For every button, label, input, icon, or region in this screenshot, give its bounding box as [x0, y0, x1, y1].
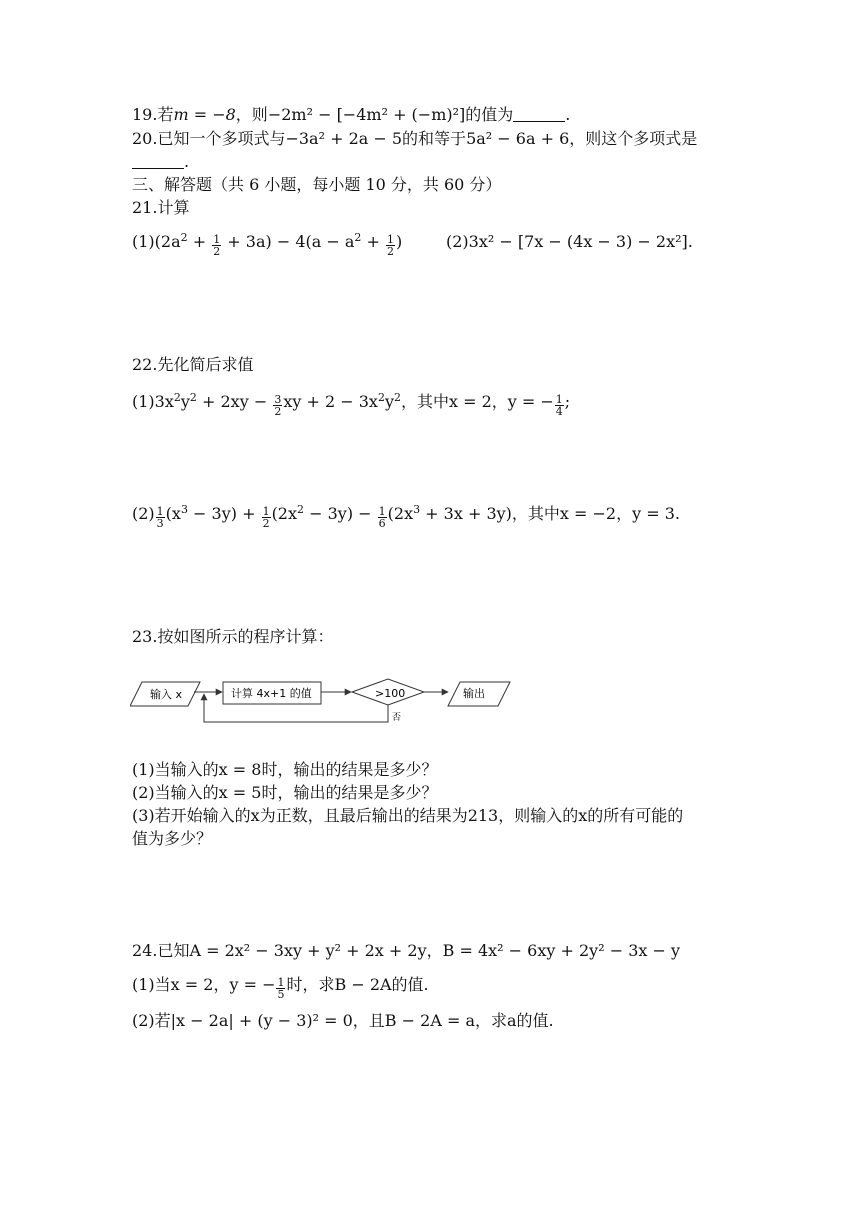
- q23-part-1: (1)当输入的x = 8时，输出的结果是多少？: [132, 760, 438, 779]
- q21-part-1: $(1)(2a^2$ + $\frac{1}{2}$ + $3a) - 4(a - a^2$ + $\frac{1}{2}$ ): [132, 231, 403, 258]
- q22-title: 22.先化简后求值: [132, 355, 254, 374]
- q19-condition: m = −8: [173, 105, 236, 124]
- output-label: 输出: [463, 687, 485, 700]
- q19-expression: −2m² − [−4m² + (−m)²]: [267, 105, 466, 124]
- q21-title: 21.计算: [132, 198, 190, 217]
- q20-lead: 20.已知一个多项式与: [132, 129, 286, 148]
- q23-part-3: (3)若开始输入的x为正数，且最后输出的结果为213，则输入的x的所有可能的: [132, 806, 684, 825]
- answer-blank-20: [132, 152, 184, 169]
- q24-part-2: (2)若|x − 2a| + (y − 3)² = 0，且B − 2A = a，求a的值.: [132, 1011, 554, 1030]
- no-label: 否: [392, 713, 402, 723]
- q24-p1-start: (1)当x = 2，y = −: [132, 975, 276, 994]
- q19-end: .: [565, 105, 571, 124]
- q19-lead: 19.若: [132, 105, 174, 124]
- q22-part-1: $(1)3x^2y^2 + 2xy$ − $\frac{3}{2}$ xy + $2 - 3x^2y^2$，其中x = 2，y = − $\frac{1}{4}$ ;: [132, 391, 571, 418]
- q22-p2-condition: ，其中x = −2，y = 3.: [511, 504, 680, 523]
- q23-title: 23.按如图所示的程序计算：: [132, 627, 334, 646]
- answer-blank-19: [513, 105, 565, 122]
- q20-tail: ，则这个多项式是: [569, 129, 698, 148]
- q23-part-2: (2)当输入的x = 5时，输出的结果是多少？: [132, 783, 438, 802]
- q24-title: 24.已知A = 2x² − 3xy + y² + 2x + 2y，B = 4x² − 6xy + 2y² − 3x − y: [132, 941, 681, 960]
- q22-p1-label: (1): [132, 392, 155, 411]
- q21-p2-expression: 3x² − [7x − (4x − 3) − 2x²].: [468, 232, 693, 251]
- q22-p2-label: (2): [132, 504, 155, 523]
- question-19: [132, 104, 570, 126]
- q21-p1-label: (1): [132, 232, 155, 251]
- q22-part-2: (2) $\frac{1}{3}$ $(x^3 - 3y)$ + $\frac{1}{2}$ $(2x^2 - 3y)$ − $\frac{1}{6}$ $(2x^3 + 3x + 3y)$，其中x = −2，y = 3.: [132, 503, 680, 530]
- decision-label: >100: [375, 687, 406, 700]
- q21-part-2: [446, 231, 693, 253]
- q19-tail: 的值为: [465, 105, 514, 124]
- q23-part-3-cont: 值为多少？: [132, 829, 213, 848]
- q22-p1-condition: ，其中x = 2，y = −: [400, 392, 554, 411]
- question-20-cont: [132, 151, 189, 173]
- question-20: [132, 128, 697, 150]
- q20-expression-1: −3a² + 2a − 5: [285, 129, 403, 148]
- q20-mid: 的和等于: [402, 129, 467, 148]
- q20-expression-2: 5a² − 6a + 6: [466, 129, 570, 148]
- q20-end: .: [184, 152, 190, 171]
- q19-mid: ，则: [235, 105, 268, 124]
- input-label: 输入 x: [150, 688, 183, 701]
- program-flowchart: [130, 676, 520, 732]
- compute-label: 计算 4x+1 的值: [231, 687, 312, 700]
- q24-part-1: (1)当x = 2，y = − $\frac{1}{5}$ 时，求B − 2A的值.: [132, 975, 429, 1001]
- q21-p2-label: (2): [446, 232, 469, 251]
- section-title: 三、解答题（共 6 小题，每小题 10 分，共 60 分）: [132, 175, 502, 194]
- q24-p1-end: 时，求B − 2A的值.: [286, 975, 429, 994]
